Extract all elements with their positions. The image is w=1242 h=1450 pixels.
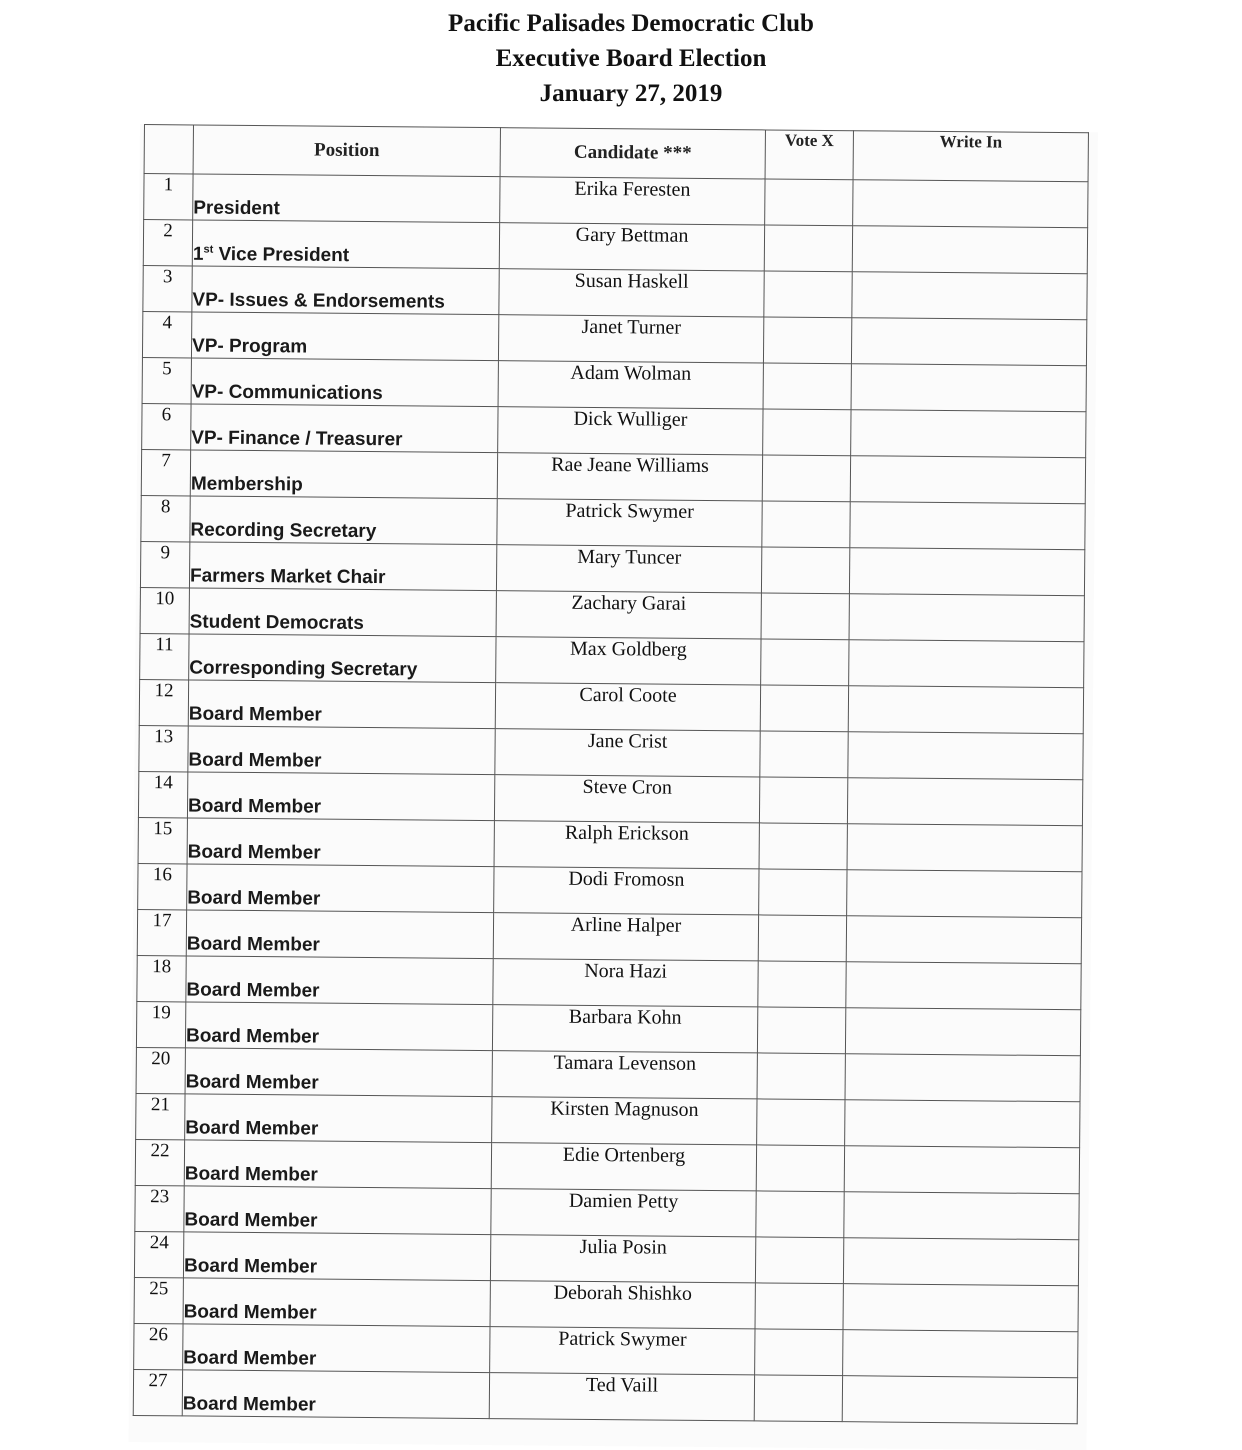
- row-number: 26: [134, 1323, 183, 1369]
- table-row: [134, 1231, 1078, 1285]
- candidate-cell: Nora Hazi: [493, 959, 758, 1007]
- row-number: 6: [142, 404, 191, 450]
- row-number: 23: [135, 1185, 184, 1231]
- position-cell: VP- Issues & Endorsements: [192, 266, 499, 315]
- candidate-cell: Susan Haskell: [499, 269, 764, 317]
- row-number: 18: [137, 956, 186, 1002]
- position-cell: Farmers Market Chair: [189, 542, 496, 591]
- position-cell: Recording Secretary: [190, 496, 497, 545]
- candidate-cell: Dick Wulliger: [498, 407, 763, 455]
- write-in-cell[interactable]: [849, 594, 1084, 642]
- row-number: 17: [137, 910, 186, 956]
- write-in-cell[interactable]: [844, 1146, 1079, 1194]
- write-in-cell[interactable]: [846, 962, 1081, 1010]
- table-header-row: [144, 125, 1088, 182]
- position-cell: 1st Vice President: [192, 220, 499, 269]
- position-cell: Board Member: [188, 726, 495, 775]
- vote-cell[interactable]: [760, 731, 848, 778]
- table-row: [135, 1140, 1079, 1194]
- candidate-cell: Kirsten Magnuson: [492, 1097, 757, 1145]
- position-cell: Board Member: [183, 1232, 490, 1281]
- vote-cell[interactable]: [757, 1053, 845, 1100]
- table-row: [139, 680, 1083, 734]
- table-row: [139, 726, 1083, 780]
- write-in-cell[interactable]: [849, 548, 1084, 596]
- vote-cell[interactable]: [762, 501, 850, 548]
- position-cell: Board Member: [182, 1370, 489, 1419]
- vote-cell[interactable]: [759, 823, 847, 870]
- vote-cell[interactable]: [763, 317, 851, 364]
- row-number: 15: [138, 818, 187, 864]
- row-number: 2: [143, 220, 192, 266]
- candidate-cell: Mary Tuncer: [496, 545, 761, 593]
- write-in-cell[interactable]: [843, 1330, 1078, 1378]
- row-number: 3: [143, 266, 192, 312]
- candidate-cell: Damien Petty: [491, 1189, 756, 1237]
- vote-cell[interactable]: [761, 547, 849, 594]
- row-number: 19: [136, 1002, 185, 1048]
- table-row: [140, 542, 1084, 596]
- row-number: 20: [136, 1048, 185, 1094]
- table-row: [138, 818, 1082, 872]
- club-name: Pacific Palisades Democratic Club: [448, 10, 814, 37]
- table-row: [136, 1048, 1080, 1102]
- write-in-column-header: Write In: [853, 131, 1088, 182]
- ballot-rows: [133, 174, 1088, 1424]
- write-in-cell[interactable]: [850, 502, 1085, 550]
- row-number: 25: [134, 1277, 183, 1323]
- write-in-cell[interactable]: [851, 364, 1086, 412]
- table-row: [143, 266, 1087, 320]
- table-row: [144, 174, 1088, 228]
- write-in-cell[interactable]: [852, 272, 1087, 320]
- table-row: [136, 1002, 1080, 1056]
- table-row: [142, 358, 1086, 412]
- candidate-cell: Edie Ortenberg: [491, 1143, 756, 1191]
- write-in-cell[interactable]: [847, 778, 1082, 826]
- candidate-cell: Jane Crist: [495, 729, 760, 777]
- vote-cell[interactable]: [755, 1329, 843, 1376]
- election-title: Executive Board Election: [495, 45, 767, 72]
- table-row: [141, 496, 1085, 550]
- write-in-cell[interactable]: [845, 1054, 1080, 1102]
- position-cell: Board Member: [185, 1094, 492, 1143]
- table-row: [141, 450, 1085, 504]
- vote-cell[interactable]: [756, 1145, 844, 1192]
- candidate-cell: Adam Wolman: [498, 361, 763, 409]
- write-in-cell[interactable]: [847, 870, 1082, 918]
- table-row: [142, 312, 1086, 366]
- write-in-cell[interactable]: [845, 1008, 1080, 1056]
- table-row: [140, 634, 1084, 688]
- table-row: [142, 404, 1086, 458]
- candidate-cell: Ralph Erickson: [494, 821, 759, 869]
- row-number: 5: [142, 358, 191, 404]
- write-in-cell[interactable]: [848, 732, 1083, 780]
- position-cell: Board Member: [188, 680, 495, 729]
- position-cell: Board Member: [187, 818, 494, 867]
- document-header: [0, 6, 1242, 111]
- candidate-cell: Tamara Levenson: [492, 1051, 757, 1099]
- row-number: 21: [136, 1094, 185, 1140]
- row-number: 16: [138, 864, 187, 910]
- row-number: 7: [141, 450, 190, 496]
- position-cell: VP- Program: [191, 312, 498, 361]
- candidate-cell: Janet Turner: [498, 315, 763, 363]
- candidate-cell: Ted Vaill: [489, 1373, 754, 1421]
- position-column-header: Position: [193, 125, 500, 177]
- write-in-cell[interactable]: [845, 1100, 1080, 1148]
- table-row: [134, 1277, 1078, 1331]
- position-cell: Board Member: [184, 1186, 491, 1235]
- candidate-cell: Carol Coote: [495, 683, 760, 731]
- row-number: 14: [138, 772, 187, 818]
- candidate-column-header: Candidate ***: [500, 128, 765, 179]
- write-in-cell[interactable]: [844, 1192, 1079, 1240]
- row-number: 8: [141, 496, 190, 542]
- vote-cell[interactable]: [755, 1237, 843, 1284]
- vote-cell[interactable]: [760, 685, 848, 732]
- table-row: [137, 910, 1081, 964]
- vote-cell[interactable]: [757, 1007, 845, 1054]
- row-number: 4: [142, 312, 191, 358]
- position-cell: VP- Finance / Treasurer: [191, 404, 498, 453]
- row-number: 10: [140, 588, 189, 634]
- candidate-cell: Zachary Garai: [496, 591, 761, 639]
- position-cell: Board Member: [185, 1002, 492, 1051]
- write-in-cell[interactable]: [848, 686, 1083, 734]
- election-date: January 27, 2019: [539, 80, 723, 107]
- vote-cell[interactable]: [764, 225, 852, 272]
- row-number: 22: [135, 1140, 184, 1186]
- vote-cell[interactable]: [759, 869, 847, 916]
- write-in-cell[interactable]: [851, 410, 1086, 458]
- candidate-cell: Max Goldberg: [496, 637, 761, 685]
- ballot-table: [133, 124, 1089, 1424]
- candidate-cell: Patrick Swymer: [497, 499, 762, 547]
- write-in-cell[interactable]: [850, 456, 1085, 504]
- table-row: [134, 1323, 1078, 1377]
- vote-cell[interactable]: [755, 1283, 843, 1330]
- position-cell: Board Member: [183, 1324, 490, 1373]
- candidate-cell: Arline Halper: [493, 913, 758, 961]
- position-cell: Student Democrats: [189, 588, 496, 637]
- table-row: [135, 1185, 1079, 1239]
- write-in-cell[interactable]: [851, 318, 1086, 366]
- position-cell: VP- Communications: [191, 358, 498, 407]
- vote-cell[interactable]: [763, 409, 851, 456]
- write-in-cell[interactable]: [849, 640, 1084, 688]
- vote-cell[interactable]: [758, 915, 846, 962]
- candidate-cell: Deborah Shishko: [490, 1281, 755, 1329]
- ballot-sheet: [128, 124, 1097, 1450]
- candidate-cell: Dodi Fromosn: [494, 867, 759, 915]
- table-row: [138, 864, 1082, 918]
- position-cell: Board Member: [186, 956, 493, 1005]
- table-row: [136, 1094, 1080, 1148]
- vote-cell[interactable]: [765, 179, 853, 226]
- vote-cell[interactable]: [762, 455, 850, 502]
- vote-cell[interactable]: [759, 777, 847, 824]
- vote-cell[interactable]: [763, 363, 851, 410]
- write-in-cell[interactable]: [843, 1284, 1078, 1332]
- number-column-header: [144, 125, 193, 174]
- write-in-cell[interactable]: [853, 180, 1088, 228]
- candidate-cell: Patrick Swymer: [490, 1327, 755, 1375]
- row-number: 11: [140, 634, 189, 680]
- vote-cell[interactable]: [761, 593, 849, 640]
- position-cell: Board Member: [186, 910, 493, 959]
- write-in-cell[interactable]: [842, 1376, 1077, 1424]
- table-row: [133, 1369, 1077, 1423]
- candidate-cell: Julia Posin: [490, 1235, 755, 1283]
- vote-cell[interactable]: [764, 271, 852, 318]
- position-cell: Board Member: [184, 1140, 491, 1189]
- candidate-cell: Gary Bettman: [499, 223, 764, 271]
- candidate-cell: Rae Jeane Williams: [497, 453, 762, 501]
- vote-cell[interactable]: [754, 1375, 842, 1422]
- position-cell: Board Member: [183, 1278, 490, 1327]
- position-cell: Membership: [190, 450, 497, 499]
- vote-cell[interactable]: [758, 961, 846, 1008]
- row-number: 9: [140, 542, 189, 588]
- row-number: 12: [139, 680, 188, 726]
- vote-cell[interactable]: [757, 1099, 845, 1146]
- table-row: [138, 772, 1082, 826]
- candidate-cell: Steve Cron: [494, 775, 759, 823]
- table-row: [140, 588, 1084, 642]
- position-cell: Corresponding Secretary: [189, 634, 496, 683]
- vote-cell[interactable]: [761, 639, 849, 686]
- vote-cell[interactable]: [756, 1191, 844, 1238]
- candidate-cell: Barbara Kohn: [492, 1005, 757, 1053]
- position-cell: Board Member: [185, 1048, 492, 1097]
- position-cell: Board Member: [187, 772, 494, 821]
- position-cell: President: [193, 174, 500, 223]
- write-in-cell[interactable]: [843, 1238, 1078, 1286]
- position-cell: Board Member: [187, 864, 494, 913]
- table-row: [143, 220, 1087, 274]
- write-in-cell[interactable]: [846, 916, 1081, 964]
- table-row: [137, 956, 1081, 1010]
- row-number: 24: [134, 1231, 183, 1277]
- write-in-cell[interactable]: [852, 226, 1087, 274]
- candidate-cell: Erika Feresten: [500, 177, 765, 225]
- row-number: 1: [144, 174, 193, 220]
- row-number: 27: [133, 1369, 182, 1415]
- write-in-cell[interactable]: [847, 824, 1082, 872]
- row-number: 13: [139, 726, 188, 772]
- vote-column-header: Vote X: [765, 130, 853, 180]
